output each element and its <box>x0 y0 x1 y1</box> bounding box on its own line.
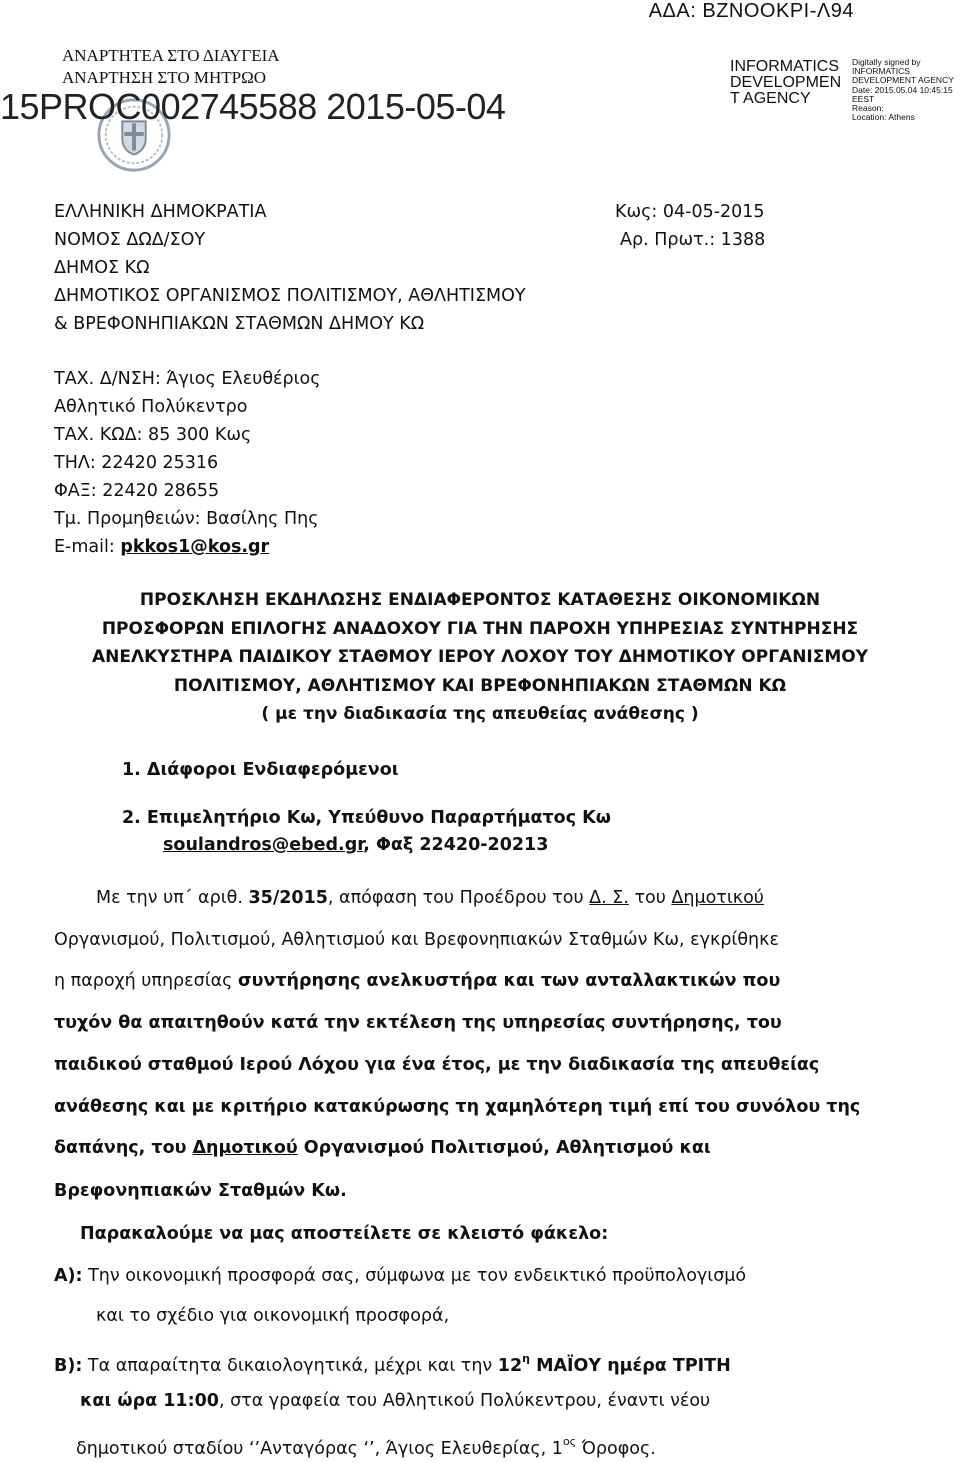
title-line: ΠΟΛΙΤΙΣΜΟΥ, ΑΘΛΗΤΙΣΜΟΥ ΚΑΙ ΒΡΕΦΟΝΗΠΙΑΚΩΝ ΣΤΑΘΜΩΝ ΚΩ <box>173 676 787 696</box>
deadline-day: 12 <box>497 1356 523 1376</box>
body-text: , απόφαση του Προέδρου του <box>327 888 590 908</box>
signature-line: Date: 2015.05.04 10:45:15 <box>852 84 953 95</box>
body-line <box>96 888 764 908</box>
body-text: Δ. Σ. <box>589 888 629 908</box>
item-text: , στα γραφεία του Αθλητικού Πολύκεντρου, έναντι νέου <box>218 1391 711 1411</box>
body-text: συντήρησης ανελκυστήρα και των ανταλλακτικών που <box>238 971 781 991</box>
body-text: Με την υπ΄ αριθ. <box>96 888 249 908</box>
contact-place: Αθλητικό Πολύκεντρο <box>54 397 248 417</box>
digital-signature <box>852 58 960 122</box>
item-label: Α): <box>54 1266 83 1286</box>
deadline-date: ΜΑΪΟΥ ημέρα ΤΡΙΤΗ <box>529 1356 731 1376</box>
body-text: η παροχή υπηρεσίας <box>54 971 239 991</box>
body-line: Βρεφονηπιακών Σταθμών Κω. <box>54 1181 347 1201</box>
body-text: Οργανισμού Πολιτισμού, Αθλητισμού και <box>297 1138 711 1158</box>
protocol-stamp: 15PROC002745588 2015-05-04 <box>0 86 506 127</box>
request-intro: Παρακαλούμε να μας αποστείλετε σε κλειστό φάκελο: <box>80 1224 609 1244</box>
body-line <box>54 971 780 991</box>
sender-block <box>54 198 526 338</box>
sender-line: ΝΟΜΟΣ ΔΩΔ/ΣΟΥ <box>54 230 206 250</box>
signing-agency: INFORMATICS DEVELOPMEN T AGENCY <box>730 58 842 107</box>
sender-line: ΔΗΜΟΣ ΚΩ <box>54 258 150 278</box>
contact-department: Τμ. Προμηθειών: Βασίλης Πης <box>54 509 319 529</box>
floor-suffix: ος <box>562 1435 577 1448</box>
document-date: Κως: 04-05-2015 <box>615 202 765 222</box>
body-text: του <box>628 888 672 908</box>
posted-mitroo: ΑΝΑΡΤΗΣΗ ΣΤΟ ΜΗΤΡΩΟ <box>62 68 267 87</box>
contact-fax: ΦΑΞ: 22420 28655 <box>54 481 220 501</box>
item-text: Όροφος. <box>576 1439 656 1459</box>
item-text: Την οικονομική προσφορά σας, σύμφωνα με τον ενδεικτικό προϋπολογισμό <box>82 1266 747 1286</box>
sender-line: ΔΗΜΟΤΙΚΟΣ ΟΡΓΑΝΙΣΜΟΣ ΠΟΛΙΤΙΣΜΟΥ, ΑΘΛΗΤΙΣΜΟΥ <box>54 286 526 306</box>
recipient-email-link[interactable]: soulandros@ebed.gr <box>163 835 364 855</box>
contact-zip: ΤΑΧ. ΚΩΔ: 85 300 Κως <box>54 425 252 445</box>
body-text: δαπάνης, του <box>54 1138 193 1158</box>
body-line: τυχόν θα απαιτηθούν κατά την εκτέλεση της υπηρεσίας συντήρησης, του <box>54 1013 782 1033</box>
signature-line: INFORMATICS <box>852 66 910 77</box>
request-item-b-time <box>80 1387 710 1415</box>
deadline-time: και ώρα 11:00 <box>80 1391 219 1411</box>
body-line: Οργανισμού, Πολιτισμού, Αθλητισμού και Βρεφονηπιακών Σταθμών Κω, εγκρίθηκε <box>54 930 779 950</box>
signature-line: DEVELOPMENT AGENCY <box>852 75 954 86</box>
item-label: Β): <box>54 1356 83 1376</box>
ada-code: ΑΔΑ: ΒΖΝΟΟΚΡΙ-Λ94 <box>648 0 854 22</box>
posted-diavgeia: ΑΝΑΡΤΗΤΕΑ ΣΤΟ ΔΙΑΥΓΕΙΑ <box>62 46 280 65</box>
email-label: E-mail: <box>54 537 121 557</box>
sender-line: & ΒΡΕΦΟΝΗΠΙΑΚΩΝ ΣΤΑΘΜΩΝ ΔΗΜΟΥ ΚΩ <box>54 314 425 334</box>
item-text: δημοτικού σταδίου ‘’Ανταγόρας ‘’, Άγιος Ελευθερίας, 1 <box>76 1439 563 1459</box>
email-link[interactable]: pkkos1@kos.gr <box>120 537 270 557</box>
title-line: ΠΡΟΣΦΟΡΩΝ ΕΠΙΛΟΓΗΣ ΑΝΑΔΟΧΟΥ ΓΙΑ ΤΗΝ ΠΑΡΟΧΗ ΥΠΗΡΕΣΙΑΣ ΣΥΝΤΗΡΗΣΗΣ <box>101 619 859 639</box>
recipient-item: 1. Διάφοροι Ενδιαφερόμενοι <box>122 760 399 780</box>
deadline-day-suffix: η <box>522 1352 530 1365</box>
contact-phone: ΤΗΛ: 22420 25316 <box>54 453 219 473</box>
body-line: παιδικού σταθμού Ιερού Λόχου για ένα έτος, με την διαδικασία της απευθείας <box>54 1055 820 1075</box>
signature-line: Reason: <box>852 103 884 114</box>
title-line: ( με την διαδικασία της απευθείας ανάθεσης ) <box>261 704 699 724</box>
request-item-b <box>54 1345 731 1380</box>
sender-line: ΕΛΛΗΝΙΚΗ ΔΗΜΟΚΡΑΤΙΑ <box>54 202 267 222</box>
item-text: Τα απαραίτητα δικαιολογητικά, μέχρι και την <box>82 1356 498 1376</box>
decision-number: 35/2015 <box>248 888 328 908</box>
body-text: Δημοτικού <box>192 1138 298 1158</box>
request-item-a <box>54 1262 746 1290</box>
contact-block <box>54 365 321 561</box>
signature-line: EEST <box>852 93 875 104</box>
recipient-fax: , Φαξ 22420-20213 <box>363 835 549 855</box>
recipient-item: 2. Επιμελητήριο Κω, Υπεύθυνο Παραρτήματος Κω <box>122 808 611 828</box>
recipient-contact <box>163 831 548 859</box>
request-item-b-place <box>76 1428 656 1463</box>
body-line: ανάθεσης και με κριτήριο κατακύρωσης τη χαμηλότερη τιμή επί του συνόλου της <box>54 1097 861 1117</box>
protocol-number: Αρ. Πρωτ.: 1388 <box>620 230 766 250</box>
title-line: ΠΡΟΣΚΛΗΣΗ ΕΚΔΗΛΩΣΗΣ ΕΝΔΙΑΦΕΡΟΝΤΟΣ ΚΑΤΑΘΕΣΗΣ ΟΙΚΟΝΟΜΙΚΩΝ <box>139 590 821 610</box>
signature-line: Digitally signed by <box>852 57 921 67</box>
request-item-a-cont: και το σχέδιο για οικονομική προσφορά, <box>96 1306 450 1326</box>
title-line: ΑΝΕΛΚΥΣΤΗΡΑ ΠΑΙΔΙΚΟΥ ΣΤΑΘΜΟΥ ΙΕΡΟΥ ΛΟΧΟΥ ΤΟΥ ΔΗΜΟΤΙΚΟΥ ΟΡΓΑΝΙΣΜΟΥ <box>91 647 869 667</box>
body-line <box>54 1138 711 1158</box>
contact-address: ΤΑΧ. Δ/ΝΣΗ: Άγιος Ελευθέριος <box>54 369 321 389</box>
body-text: Δημοτικού <box>671 888 764 908</box>
signature-line: Location: Athens <box>852 112 915 123</box>
